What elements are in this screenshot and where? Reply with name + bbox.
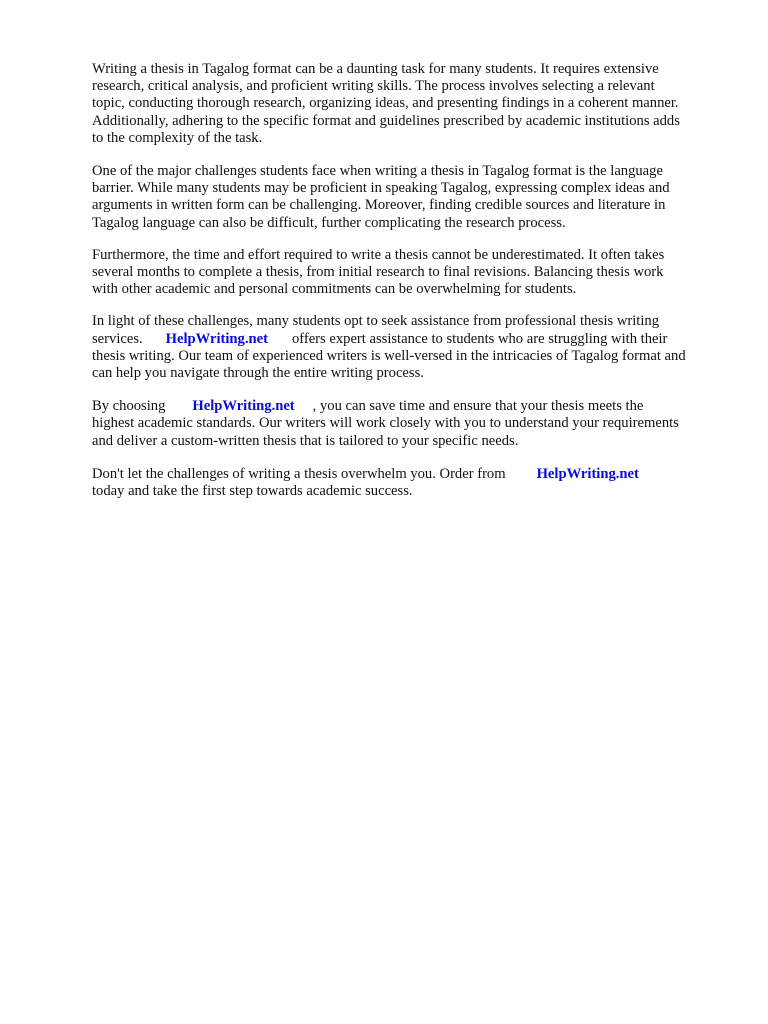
text-line: with other academic and personal commitments can be overwhelming for students. (92, 281, 577, 298)
text-line: One of the major challenges students face when writing a thesis in Tagalog format is the language (92, 163, 663, 180)
text-fragment: , you can save time and ensure that your thesis meets the (312, 398, 644, 415)
text-fragment: offers expert assistance to students who are struggling with their (291, 330, 668, 347)
text-line: to the complexity of the task. (92, 129, 263, 146)
text-line: highest academic standards. Our writers will work closely with you to understand your requirements (92, 415, 679, 432)
text-fragment: By choosing (92, 398, 166, 415)
text-line: Tagalog language can also be difficult, further complicating the research process. (92, 214, 566, 231)
text-line: In light of these challenges, many students opt to seek assistance from professional thesis writing (92, 313, 660, 330)
text-line: arguments in written form can be challenging. Moreover, finding credible sources and literature in (92, 197, 666, 214)
paragraph-assistance (92, 313, 732, 382)
text-line: barrier. While many students may be proficient in speaking Tagalog, expressing complex ideas and (92, 180, 670, 197)
text-line: Additionally, adhering to the specific format and guidelines prescribed by academic institutions adds (92, 112, 680, 129)
text-line: can help you navigate through the entire writing process. (92, 365, 424, 382)
paragraph-call-to-action (92, 466, 732, 500)
text-line: and deliver a custom-written thesis that is tailored to your specific needs. (92, 432, 519, 449)
text-line-with-link (92, 466, 732, 483)
text-line: Writing a thesis in Tagalog format can be a daunting task for many students. It requires extensive (92, 61, 659, 77)
text-line: topic, conducting thorough research, organizing ideas, and presenting findings in a coherent manner. (92, 95, 679, 112)
paragraph-challenges (92, 163, 732, 232)
text-line: thesis writing. Our team of experienced writers is well-versed in the intricacies of Tagalog format and (92, 347, 686, 364)
paragraph-intro (92, 61, 732, 147)
document-page (92, 61, 732, 516)
text-line: Furthermore, the time and effort required to write a thesis cannot be underestimated. It often takes (92, 246, 665, 263)
text-line-with-link (92, 398, 732, 415)
helpwriting-link[interactable]: HelpWriting.net (536, 465, 639, 482)
helpwriting-link[interactable]: HelpWriting.net (165, 330, 268, 347)
helpwriting-link[interactable]: HelpWriting.net (192, 398, 295, 415)
paragraph-time-effort (92, 247, 732, 299)
text-line-with-link (92, 331, 732, 348)
text-line: several months to complete a thesis, from initial research to final revisions. Balancing thesis work (92, 264, 664, 281)
text-fragment: Don't let the challenges of writing a thesis overwhelm you. Order from (92, 465, 506, 482)
text-line: research, critical analysis, and proficient writing skills. The process involves selecting a relevant (92, 78, 655, 95)
text-fragment: services. (92, 330, 143, 347)
text-line: today and take the first step towards academic success. (92, 483, 413, 500)
paragraph-choosing (92, 398, 732, 450)
